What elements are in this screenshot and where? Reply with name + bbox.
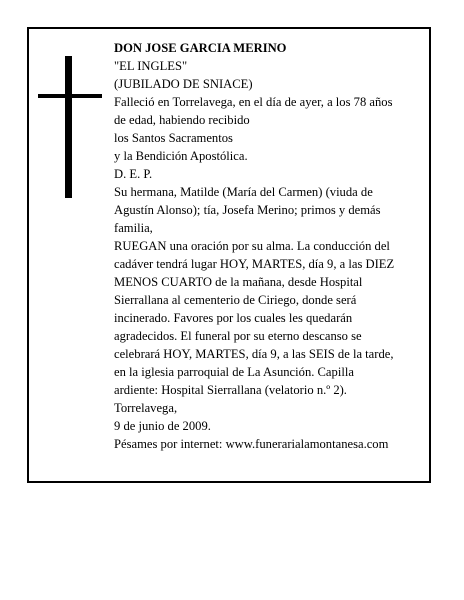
ruegan-line: RUEGAN una oración por su alma. La conducción del [114,239,390,253]
cross-icon [38,56,102,198]
death-line: de edad, habiendo recibido [114,113,250,127]
death-line: y la Bendición Apostólica. [114,149,248,163]
ruegan-line: en la iglesia parroquial de La Asunción. Capilla [114,365,354,379]
place-text: Torrelavega, [114,401,178,415]
cross-vertical-bar [65,56,72,198]
date-text: 9 de junio de 2009. [114,419,211,433]
rip-text: D. E. P. [114,167,153,181]
occupation: (JUBILADO DE SNIACE) [114,77,253,91]
family-line: Su hermana, Matilde (María del Carmen) (viuda de [114,185,373,199]
notice-text [114,39,424,453]
ruegan-line: agradecidos. El funeral por su eterno descanso se [114,329,362,343]
family-line: Agustín Alonso); tía, Josefa Merino; primos y demás [114,203,381,217]
ruegan-line: MENOS CUARTO de la mañana, desde Hospital [114,275,363,289]
death-line: Falleció en Torrelavega, en el día de ayer, a los 78 años [114,95,393,109]
ruegan-line: cadáver tendrá lugar HOY, MARTES, día 9, a las DIEZ [114,257,395,271]
ruegan-line: ardiente: Hospital Sierrallana (velatorio n.º 2). [114,383,347,397]
nickname: "EL INGLES" [114,59,188,73]
ruegan-line: incinerado. Favores por los cuales les quedarán [114,311,353,325]
family-line: familia, [114,221,153,235]
ruegan-line: Sierrallana al cementerio de Ciriego, donde será [114,293,357,307]
death-line: los Santos Sacramentos [114,131,233,145]
condolences-text: Pésames por internet: www.funerarialamontanesa.com [114,437,389,451]
ruegan-line: celebrará HOY, MARTES, día 9, a las SEIS de la tarde, [114,347,394,361]
deceased-name: DON JOSE GARCIA MERINO [114,41,287,55]
cross-horizontal-bar [38,94,102,98]
